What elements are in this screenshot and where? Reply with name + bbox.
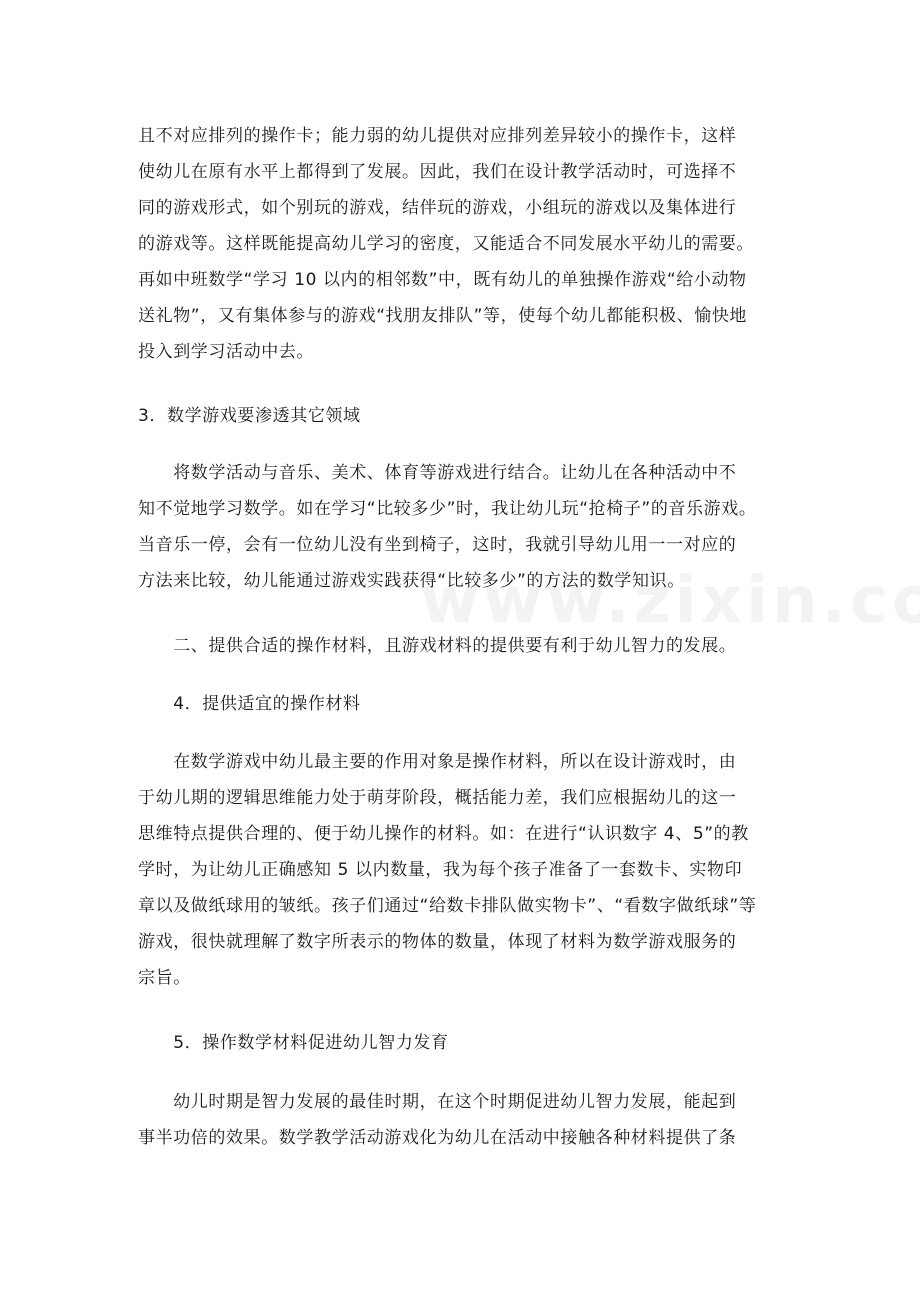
text-line: 幼儿时期是智力发展的最佳时期，在这个时期促进幼儿智力发展，能起到	[138, 1092, 737, 1112]
text-line: 且不对应排列的操作卡；能力弱的幼儿提供对应排列差异较小的操作卡，这样	[138, 126, 737, 146]
text-line: 章以及做纸球用的皱纸。孩子们通过“给数卡排队做实物卡”、“看数字做纸球”等	[138, 896, 757, 916]
text-line: 送礼物”，又有集体参与的游戏“找朋友排队”等，使每个幼儿都能积极、愉快地	[138, 306, 748, 326]
text-line: 使幼儿在原有水平上都得到了发展。因此，我们在设计教学活动时，可选择不	[138, 162, 737, 182]
text-line: 知不觉地学习数学。如在学习“比较多少”时，我让幼儿玩“抢椅子”的音乐游戏。	[138, 499, 757, 519]
text-line: 同的游戏形式，如个别玩的游戏，结伴玩的游戏，小组玩的游戏以及集体进行	[138, 198, 737, 218]
text-line: 再如中班数学“学习 10 以内的相邻数”中，既有幼儿的单独操作游戏“给小动物	[138, 270, 747, 290]
heading-text: 3．数学游戏要渗透其它领域	[138, 406, 361, 426]
text-line: 事半功倍的效果。数学教学活动游戏化为幼儿在活动中接触各种材料提供了条	[138, 1128, 737, 1148]
text-line: 方法来比较，幼儿能通过游戏实践获得“比较多少”的方法的数学知识。	[138, 571, 685, 591]
text-line: 学时，为让幼儿正确感知 5 以内数量，我为每个孩子准备了一套数卡、实物印	[138, 860, 743, 880]
paragraph-4-body	[138, 744, 778, 996]
heading-text: 4．提供适宜的操作材料	[138, 694, 361, 714]
section-heading-two	[138, 628, 778, 664]
text-line: 宗旨。	[138, 968, 191, 988]
paragraph-3	[138, 455, 778, 599]
text-line: 当音乐一停，会有一位幼儿没有坐到椅子，这时，我就引导幼儿用一一对应的	[138, 535, 737, 555]
heading-text: 二、提供合适的操作材料，且游戏材料的提供要有利于幼儿智力的发展。	[138, 636, 737, 656]
paragraph-5-body	[138, 1084, 778, 1156]
text-line: 的游戏等。这样既能提高幼儿学习的密度，又能适合不同发展水平幼儿的需要。	[138, 234, 754, 254]
heading-text: 5．操作数学材料促进幼儿智力发育	[138, 1033, 449, 1053]
text-line: 思维特点提供合理的、便于幼儿操作的材料。如：在进行“认识数字 4、5”的教	[138, 824, 749, 844]
text-line: 投入到学习活动中去。	[138, 342, 314, 362]
text-line: 游戏，很快就理解了数字所表示的物体的数量，体现了材料为数学游戏服务的	[138, 932, 737, 952]
section-heading-4	[138, 686, 778, 722]
section-heading-5	[138, 1025, 778, 1061]
section-heading-3	[138, 398, 778, 434]
paragraph-1	[138, 118, 778, 370]
text-line: 在数学游戏中幼儿最主要的作用对象是操作材料，所以在设计游戏时，由	[138, 752, 737, 772]
text-line: 将数学活动与音乐、美术、体育等游戏进行结合。让幼儿在各种活动中不	[138, 463, 737, 483]
text-line: 于幼儿期的逻辑思维能力处于萌芽阶段，概括能力差，我们应根据幼儿的这一	[138, 788, 737, 808]
